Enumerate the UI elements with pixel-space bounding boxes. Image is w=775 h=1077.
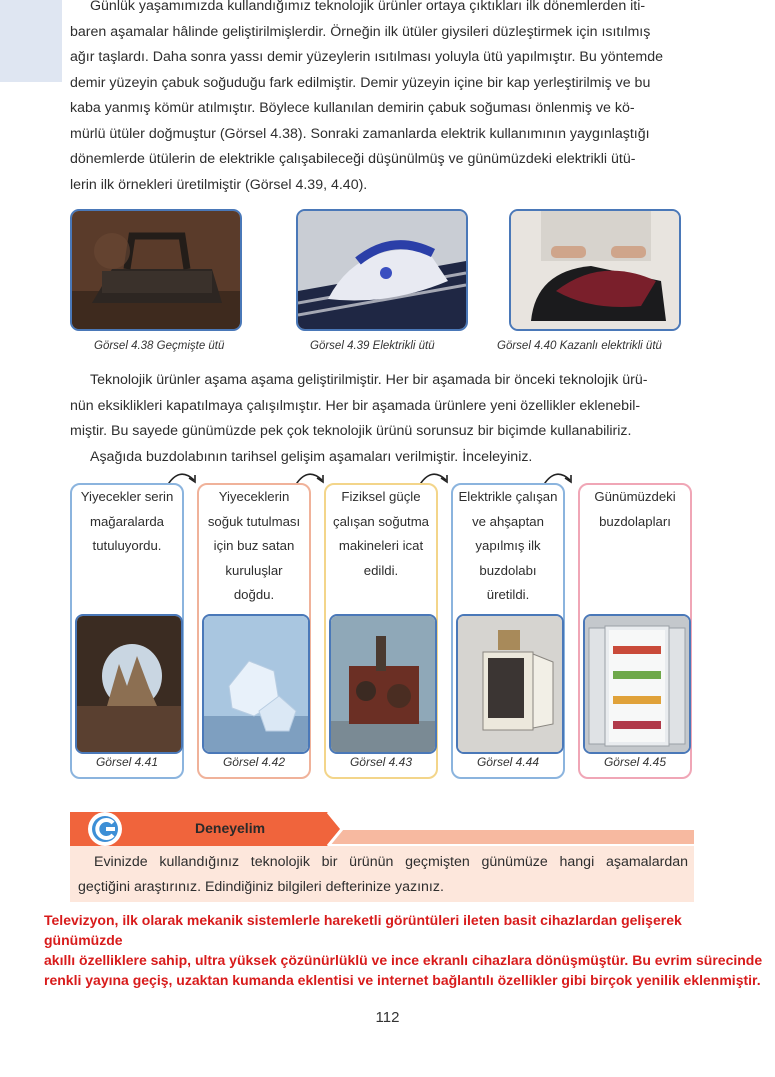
text-line: mürlü ütüler doğmuştur (Görsel 4.38). Sonraki zamanlarda elektrik kullanımının yaygınlaştığı <box>70 125 650 142</box>
figure-caption: Görsel 4.38 Geçmişte ütü <box>94 340 225 352</box>
first-fridge-photo <box>456 614 564 754</box>
stage-text-line: üretildi. <box>486 587 530 602</box>
stage-card-cave <box>70 483 184 779</box>
stage-text-line: Günümüzdeki <box>594 489 676 504</box>
text-line: ağır taşlardı. Daha sonra yassı demir yüzeylerin ısıtılması yoluyla ütü yapılmıştır. Bu yöntemde <box>70 49 663 65</box>
stage-text-line: doğdu. <box>233 587 275 602</box>
text-line: nün eksiklikleri kapatılmaya çalışılmıştır. Her bir aşamada ürünlere yeni özellikler eklenebil- <box>70 397 641 414</box>
stage-text-line: yapılmış ilk <box>475 538 541 553</box>
stage-caption: Görsel 4.43 <box>349 755 413 769</box>
figure-caption: Görsel 4.39 Elektrikli ütü <box>310 340 435 352</box>
stage-text-line: edildi. <box>363 562 399 578</box>
intro-paragraph <box>70 0 694 198</box>
old-iron-photo <box>70 209 242 331</box>
activity-title: Deneyelim <box>195 820 266 836</box>
stage-text-line: Yiyeceklerin <box>218 489 290 504</box>
stage-text-line: için buz satan <box>213 538 295 553</box>
text-line: Televizyon, ilk olarak mekanik sistemlerle hareketli görüntüleri ileten basit cihazlardan gelişerek günümüzde <box>44 912 682 948</box>
text-line: renkli yayına geçiş, uzaktan kumanda eklentisi ve internet bağlantılı özellikler gibi birçok yenilik eklenmiştir. <box>44 972 761 988</box>
stage-card-machine <box>324 483 438 779</box>
activity-logo-icon <box>86 810 124 848</box>
stage-card-modern-fridge <box>578 483 692 779</box>
text-line: akıllı özelliklere sahip, ultra yüksek çözünürlüklü ve ince ekranlı cihazlara dönüşmüştür. Bu evrim sürecinde <box>44 952 763 968</box>
text-line: kaba yanmış kömür atılmıştır. Böylece kullanılan demirin çabuk soğuması önlenmiş ve kö- <box>70 100 635 116</box>
stage-text <box>72 485 182 559</box>
modern-fridge-photo <box>583 614 691 754</box>
text-line: Evinizde kullandığınız teknolojik bir ürünün geçmişten günümüze hangi aşamalardan <box>94 854 688 870</box>
stage-text-line: Yiyecekler serin <box>80 489 174 504</box>
stage-text-line: soğuk tutulması <box>207 513 301 529</box>
stage-caption: Görsel 4.42 <box>222 755 286 769</box>
stage-text-line: çalışan soğutma <box>332 513 430 529</box>
text-line: demir yüzeyin çabuk soğuduğu fark edilmiştir. Demir yüzeyin içine bir kap yerleştirilmiş ve bu <box>70 74 651 91</box>
electric-iron-photo <box>296 209 468 331</box>
text-line: miştir. Bu sayede günümüzde pek çok teknolojik ürünü sorunsuz bir biçimde kullanabiliriz. <box>70 423 632 439</box>
stage-text-line: buzdolapları <box>599 513 671 529</box>
cooling-machine-photo <box>329 614 437 754</box>
activity-text <box>78 850 688 900</box>
stage-text <box>580 485 690 534</box>
stage-text-line: kuruluşlar <box>225 562 283 578</box>
ice-photo <box>202 614 310 754</box>
stage-text-line: Fiziksel güçle <box>341 489 421 504</box>
text-line: Teknolojik ürünler aşama aşama geliştirilmiştir. Her bir aşamada bir önceki teknolojik ürü- <box>90 372 648 388</box>
stage-caption: Görsel 4.44 <box>476 755 540 769</box>
stage-text-line: Elektrikle çalışan <box>458 489 558 504</box>
page-number: 112 <box>375 1009 400 1026</box>
text-line: dönemlerde ütülerin de elektrikle çalışabileceği düşünülmüş ve günümüzdeki elektrikli ütü- <box>70 151 636 167</box>
text-line: Günlük yaşamımızda kullandığımız teknolojik ürünler ortaya çıktıkları ilk dönemlerden iti- <box>90 0 646 14</box>
stage-text <box>326 485 436 583</box>
figure-caption: Görsel 4.40 Kazanlı elektrikli ütü <box>497 340 662 352</box>
stage-text <box>199 485 309 608</box>
stage-text-line: ve ahşaptan <box>472 513 544 529</box>
stage-caption: Görsel 4.45 <box>603 755 667 769</box>
text-line: geçtiğini araştırınız. Edindiğiniz bilgileri defterinize yazınız. <box>78 879 444 895</box>
page-corner-tab <box>0 0 62 82</box>
stage-text-line: buzdolabı <box>479 562 537 578</box>
stage-caption: Görsel 4.41 <box>95 755 159 769</box>
second-paragraph <box>70 368 694 470</box>
activity-banner <box>70 812 694 846</box>
stage-card-ice <box>197 483 311 779</box>
text-line: Aşağıda buzdolabının tarihsel gelişim aşamaları verilmiştir. İnceleyiniz. <box>90 448 533 465</box>
stage-text-line: makineleri icat <box>338 538 424 553</box>
text-line: lerin ilk örnekleri üretilmiştir (Görsel 4.39, 4.40). <box>70 176 368 193</box>
cave-photo <box>75 614 183 754</box>
stage-text-line: tutuluyordu. <box>92 538 162 553</box>
text-line: baren aşamalar hâlinde geliştirilmişlerdir. Örneğin ilk ütüler giysileri düzleştirmek için ısıtılmış <box>70 23 651 40</box>
stage-card-first-fridge <box>451 483 565 779</box>
answer-text <box>44 910 764 990</box>
stage-text <box>453 485 563 608</box>
steam-iron-photo <box>509 209 681 331</box>
stage-text-line: mağaralarda <box>89 513 165 529</box>
